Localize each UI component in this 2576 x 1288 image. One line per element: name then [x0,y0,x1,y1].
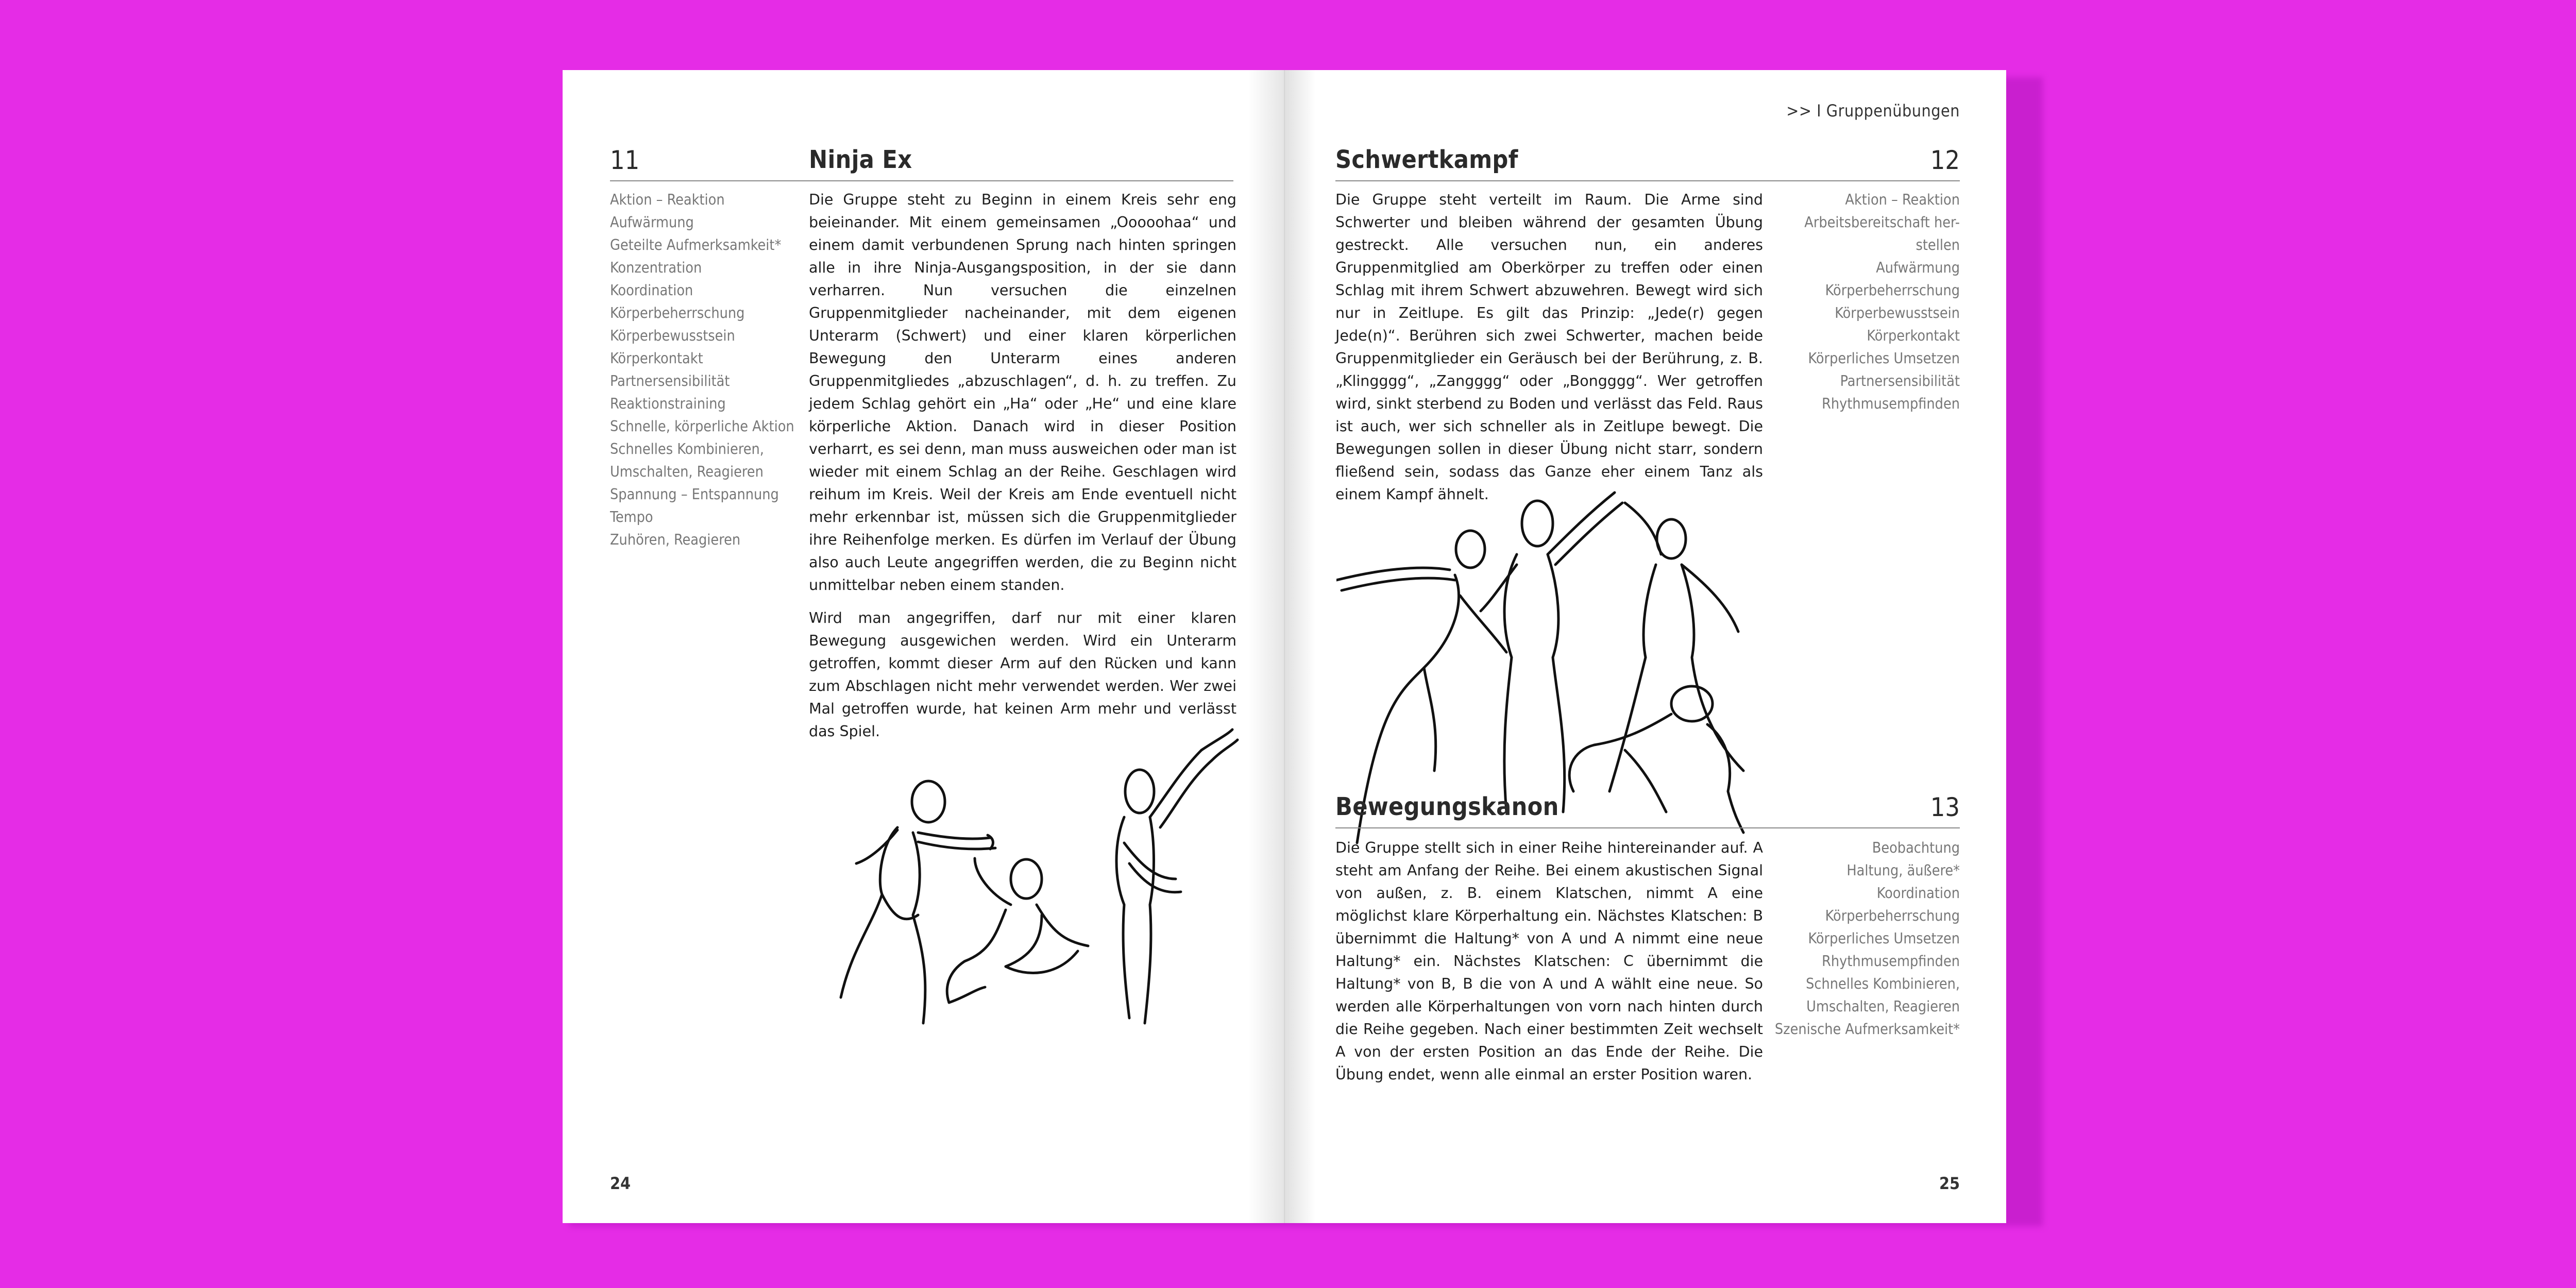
tag-item: Körperbeherrschung [1825,907,1960,924]
tag-item: Körperliches Umsetzen [1808,930,1960,947]
left-page [563,70,1284,1223]
running-head: >> I Gruppenübungen [1786,101,1960,121]
tag-item: Körperbeherrschung [610,304,745,321]
exercise-number: 11 [610,145,640,175]
tag-item: Schnelles Kombinieren, [1806,975,1960,992]
tag-item: Umschalten, Reagieren [610,463,764,480]
right-page [1285,70,2006,1223]
body-paragraph: Die Gruppe steht verteilt im Raum. Die Arme sind Schwerter und bleiben während der gesamten Übung gestreckt. Alle versuchen nun, ein anderes Gruppenmitglied am Oberkörper zu treffen oder einen Schlag mit ihrem Schwert abzuwehren. Bewegt wird sich nur in Zeitlupe. Es gilt das Prinzip: „Jede(r) gegen Jede(n)“. Berühren sich zwei Schwerter, machen beide Gruppenmitglieder ein Geräusch bei der Berührung, z. B. „Klingggg“, „Zangggg“ oder „Bongggg“. Wer getroffen wird, sinkt sterbend zu Boden und verlässt das Feld. Raus ist auch, wer sich schneller als in Zeitlupe bewegt. Die Bewegungen sollen in dieser Übung nicht starr, sondern fließend sein, sodass das Ganze eher einem Tanz als einem Kampf ähnelt. [1335,191,1763,503]
body-paragraph: Wird man angegriffen, darf nur mit einer klaren Bewegung ausgewichen werden. Wird ein Unterarm getroffen, kommt dieser Arm auf den Rücken und kann zum Abschlagen nicht mehr verwendet werden. Wer zwei Mal getroffen wurde, hat keinen Arm mehr und verlässt das Spiel. [809,609,1236,740]
heading-rule [1335,180,1960,181]
tag-item: Geteilte Aufmerksamkeit* [610,236,782,253]
exercise-body [1335,189,1763,516]
tag-item: Partnersensibilität [1840,372,1960,389]
tag-list [1764,189,1960,415]
exercise-title: Bewegungskanon [1335,792,1559,821]
tag-item: Spannung – Entspannung [610,486,779,503]
tag-item: Körperkontakt [610,350,703,367]
tag-item: Aufwärmung [1876,259,1960,276]
tag-item: Konzentration [610,259,702,276]
tag-item: Körperkontakt [1867,327,1960,344]
tag-item: Partnersensibilität [610,372,730,389]
body-paragraph: Die Gruppe steht zu Beginn in einem Kreis sehr eng beieinander. Mit einem gemeinsamen „Ooooohaa“ und einem damit verbundenen Sprung nach hinten springen alle in ihre Ninja-Ausgangsposition, in der sie dann verharren. Nun versuchen die einzelnen Gruppenmitglieder nacheinander, mit dem eigenen Unterarm (Schwert) und einer klaren körperlichen Bewegung den Unterarm eines anderen Gruppenmitgliedes „abzuschlagen“, d. h. zu treffen. Zu jedem Schlag gehört ein „Ha“ oder „He“ und eine klare körperliche Aktion. Danach wird in dieser Position verharrt, es sei denn, man muss ausweichen oder man ist wieder mit einem Schlag an der Reihe. Geschlagen wird reihum im Kreis. Weil der Kreis am Ende eventuell nicht mehr erkennbar ist, müssen sich die Gruppenmitglieder ihre Reihenfolge merken. Es dürfen im Verlauf der Übung also auch Leute angegriffen werden, die zu Beginn nicht unmittelbar neben einem standen. [809,191,1236,594]
heading-rule [1335,827,1960,828]
tag-item: Schnelle, körperliche Aktion [610,418,794,435]
tag-item: Körperliches Umsetzen [1808,350,1960,367]
exercise-title: Schwertkampf [1335,145,1518,174]
tag-item: Aufwärmung [610,214,694,231]
page-number-right: 25 [1939,1174,1960,1193]
tag-item: Körperbeherrschung [1825,282,1960,299]
tag-item: Haltung, äußere* [1846,862,1960,879]
tag-item: Aktion – Reaktion [1845,191,1960,208]
page-number-left: 24 [610,1174,631,1193]
tag-item: Beobachtung [1872,839,1960,856]
tag-item: Rhythmusempfinden [1822,395,1960,412]
tag-item: Koordination [610,282,693,299]
ninja-illustration [820,709,1243,1111]
exercise-number: 12 [1930,145,1960,175]
tag-item: Rhythmusempfinden [1822,953,1960,970]
exercise-number: 13 [1930,792,1960,822]
tag-item: Szenische Aufmerksamkeit* [1774,1021,1960,1038]
tag-item: Körperbewusstsein [1835,304,1960,321]
tag-item: Zuhören, Reagieren [610,531,741,548]
tag-item: Koordination [1876,885,1960,902]
heading-rule [610,180,1233,181]
exercise-body [809,189,1236,753]
tag-item: Reaktionstraining [610,395,726,412]
tag-list [610,189,801,551]
exercise-body [1335,837,1763,1096]
tag-item: Tempo [610,509,653,526]
tag-item: stellen [1916,236,1960,253]
tag-item: Schnelles Kombinieren, [610,440,764,457]
tag-item: Arbeitsbereitschaft her- [1804,214,1960,231]
exercise-title: Ninja Ex [809,145,912,174]
tag-item: Aktion – Reaktion [610,191,725,208]
tag-item: Umschalten, Reagieren [1806,998,1960,1015]
tag-list [1764,837,1960,1041]
tag-item: Körperbewusstsein [610,327,735,344]
body-paragraph: Die Gruppe stellt sich in einer Reihe hintereinander auf. A steht am Anfang der Reihe. Bei einem akustischen Signal von außen, z. B. einem Klatschen, nimmt A eine möglichst klare Körperhaltung ein. Nächstes Klatschen: B übernimmt die Haltung* von A und A nimmt eine neue Haltung* ein. Nächstes Klatschen: C übernimmt die Haltung* von B, B die von A und A wählt eine neue. So werden alle Körperhaltungen von vorn nach hinten durch die Reihe gegeben. Nach einer bestimmten Zeit wechselt A von der ersten Position an das Ende der Reihe. Die Übung endet, wenn alle einmal an erster Position waren. [1335,839,1763,1083]
